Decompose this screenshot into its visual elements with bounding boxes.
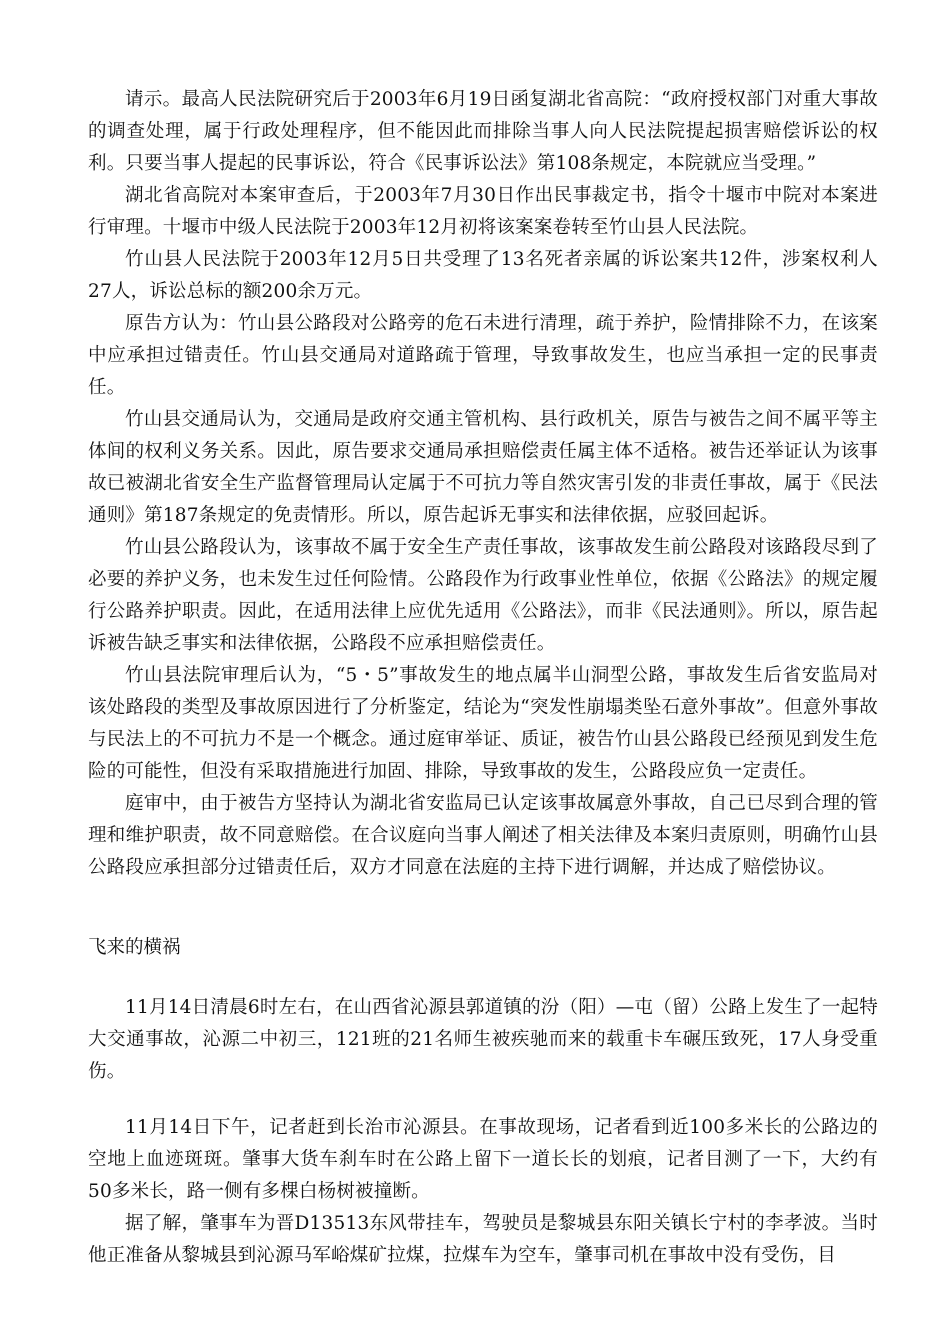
- paragraph-6: 竹山县公路段认为，该事故不属于安全生产责任事故，该事故发生前公路段对该路段尽到了必要的养护义务，也未发生过任何险情。公路段作为行政事业性单位，依据《公路法》的规定履行公路养护职责。因此，在适用法律上应优先适用《公路法》，而非《民法通则》。所以，原告起诉被告缺乏事实和法律依据，公路段不应承担赔偿责任。: [88, 537, 878, 654]
- paragraph-10: 11月14日下午，记者赶到长治市沁源县。在事故现场，记者看到近100多米长的公路边的空地上血迹斑斑。肇事大货车刹车时在公路上留下一道长长的划痕，记者目测了一下，大约有50多米长，路一侧有多棵白杨树被撞断。: [88, 1117, 878, 1202]
- paragraph-8: 庭审中，由于被告方坚持认为湖北省安监局已认定该事故属意外事故，自己已尽到合理的管理和维护职责，故不同意赔偿。在合议庭向当事人阐述了相关法律及本案归责原则，明确竹山县公路段应承担部分过错责任后，双方才同意在法庭的主持下进行调解，并达成了赔偿协议。: [88, 793, 878, 878]
- paragraph-2: 湖北省高院对本案审查后，于2003年7月30日作出民事裁定书，指令十堰市中院对本案进行审理。十堰市中级人民法院于2003年12月初将该案案卷转至竹山县人民法院。: [88, 185, 878, 238]
- paragraph-11: 据了解，肇事车为晋D13513东风带挂车，驾驶员是黎城县东阳关镇长宁村的李孝波。当时他正准备从黎城县到沁源马军峪煤矿拉煤，拉煤车为空车，肇事司机在事故中没有受伤，目: [88, 1213, 878, 1266]
- paragraph-1: 请示。最高人民法院研究后于2003年6月19日函复湖北省高院：“政府授权部门对重大事故的调查处理，属于行政处理程序，但不能因此而排除当事人向人民法院提起损害赔偿诉讼的权利。只要当事人提起的民事诉讼，符合《民事诉讼法》第108条规定，本院就应当受理。”: [88, 89, 878, 174]
- paragraph-9: 11月14日清晨6时左右，在山西省沁源县郭道镇的汾（阳）—屯（留）公路上发生了一起特大交通事故，沁源二中初三，121班的21名师生被疾驰而来的载重卡车碾压致死，17人身受重伤。: [88, 997, 878, 1082]
- paragraph-4: 原告方认为：竹山县公路段对公路旁的危石未进行清理，疏于养护，险情排除不力，在该案中应承担过错责任。竹山县交通局对道路疏于管理，导致事故发生，也应当承担一定的民事责任。: [88, 313, 878, 398]
- paragraph-7: 竹山县法院审理后认为，“5・5”事故发生的地点属半山洞型公路，事故发生后省安监局对该处路段的类型及事故原因进行了分析鉴定，结论为“突发性崩塌类坠石意外事故”。但意外事故与民法上的不可抗力不是一个概念。通过庭审举证、质证，被告竹山县公路段已经预见到发生危险的可能性，但没有采取措施进行加固、排除，导致事故的发生，公路段应负一定责任。: [88, 665, 878, 782]
- section-title: 飞来的横祸: [88, 937, 181, 958]
- document-page: [88, 84, 878, 1272]
- paragraph-5: 竹山县交通局认为，交通局是政府交通主管机构、县行政机关，原告与被告之间不属平等主体间的权利义务关系。因此，原告要求交通局承担赔偿责任属主体不适格。被告还举证认为该事故已被湖北省安全生产监督管理局认定属于不可抗力等自然灾害引发的非责任事故，属于《民法通则》第187条规定的免责情形。所以，原告起诉无事实和法律依据，应驳回起诉。: [88, 409, 878, 526]
- paragraph-3: 竹山县人民法院于2003年12月5日共受理了13名死者亲属的诉讼案共12件，涉案权利人27人，诉讼总标的额200余万元。: [88, 249, 878, 302]
